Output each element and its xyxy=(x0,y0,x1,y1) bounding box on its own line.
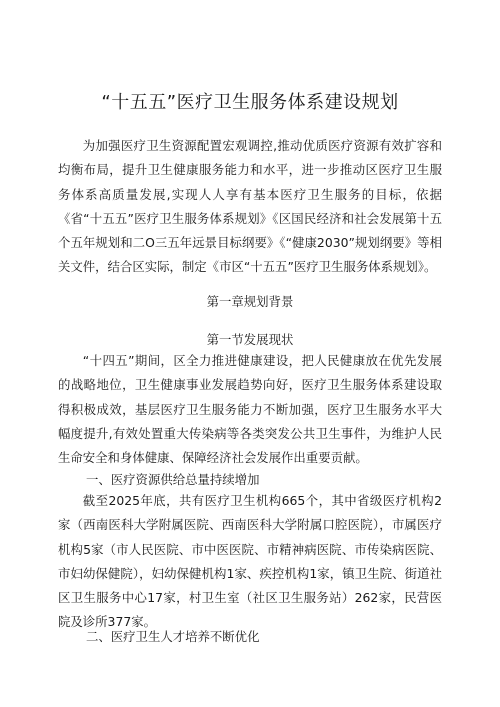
chapter-heading: 第一章规划背景 xyxy=(206,294,294,309)
section-heading: 第一节发展现状 xyxy=(206,332,294,347)
intro-paragraph: 为加强医疗卫生资源配置宏观调控,推动优质医疗资源有效扩容和均衡布局，提升卫生健康服务能力和水平，进一步推动区医疗卫生服务体系高质量发展,实现人人享有基本医疗卫生服务的目标，依据《省“十五五”医疗卫生服务体系规划》《区国民经济和社会发展第十五个五年规划和二O三五年远景目标纲要》《“健康2030”规划纲要》等相关文件，结合区实际，制定《市区“十五五”医疗卫生服务体系规划》。 xyxy=(58,138,442,275)
document-title: “十五五”医疗卫生服务体系建设规划 xyxy=(101,92,399,113)
subsection-heading-2: 二、医疗卫生人才培养不断优化 xyxy=(86,629,260,644)
section-paragraph: “十四五”期间，区全力推进健康建设，把人民健康放在优先发展的战略地位，卫生健康事业发展趋势向好，医疗卫生服务体系建设取得积极成效，基层医疗卫生服务能力不断加强，医疗卫生服务水平大幅度提升,有效处置重大传染病等各类突发公共卫生事件，为维护人民生命安全和身体健康、保障经济社会发展作出重要贡献。 xyxy=(58,353,442,466)
subsection-heading-1: 一、医疗资源供给总量持续增加 xyxy=(86,472,260,487)
subsection-paragraph-1: 截至2025年底，共有医疗卫生机构665个，其中省级医疗机构2家（西南医科大学附属医院、西南医科大学附属口腔医院），市属医疗机构5家（市人民医院、市中医医院、市精神病医院、市传染病医院、市妇幼保健院），妇幼保健机构1家、疾控机构1家，镇卫生院、街道社区卫生服务中心17家，村卫生室（社区卫生服务站）262家，民营医院及诊所377家。 xyxy=(58,493,442,630)
